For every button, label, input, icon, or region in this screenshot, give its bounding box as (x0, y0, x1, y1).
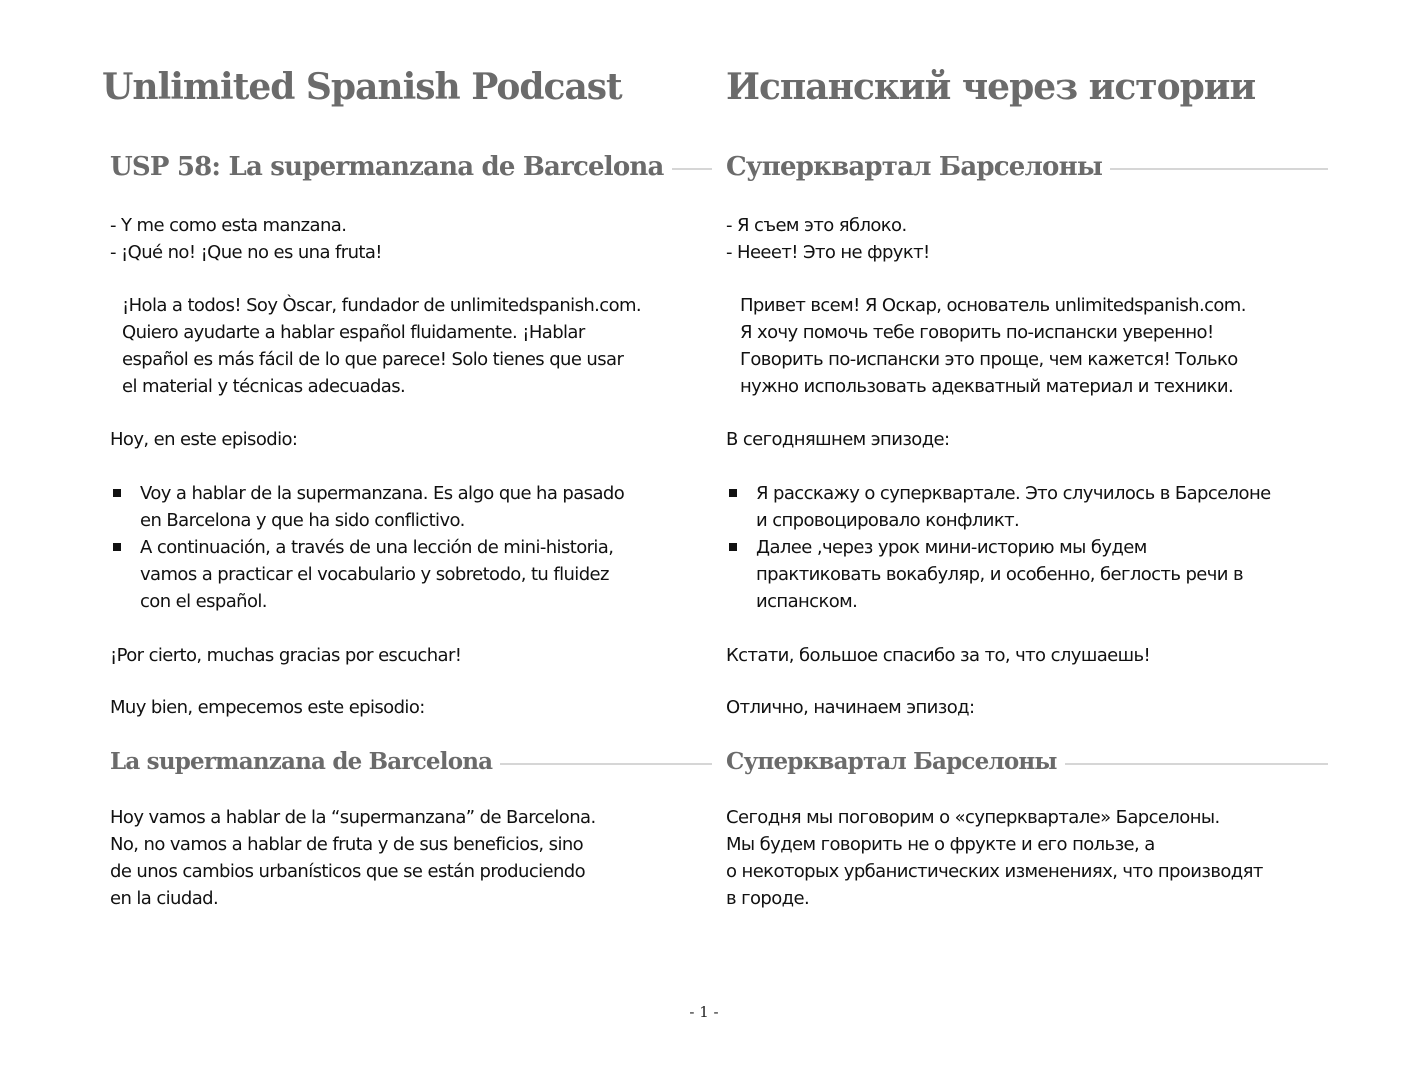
russian-title: Испанский через истории (726, 66, 1256, 108)
spanish-bullet-list (110, 480, 624, 615)
square-bullet-icon (113, 489, 121, 497)
intro-line: нужно использовать адекватный материал и техники. (740, 376, 1234, 397)
intro-line: Я хочу помочь тебе говорить по-испански уверенно! (740, 322, 1214, 343)
heading-rule (1110, 168, 1328, 170)
story-line: Сегодня мы поговорим о «суперквартале» Барселоны. (726, 807, 1220, 828)
intro-line: el material y técnicas adecuadas. (122, 376, 406, 397)
bullet-line: con el español. (140, 591, 267, 612)
intro-line: Привет всем! Я Оскар, основатель unlimitedspanish.com. (740, 295, 1246, 316)
spanish-today: Hoy, en este episodio: (110, 429, 298, 450)
russian-column (726, 0, 1328, 1088)
spanish-column (102, 0, 712, 1088)
spanish-story (110, 804, 596, 912)
square-bullet-icon (729, 489, 737, 497)
russian-thanks: Кстати, большое спасибо за то, что слушаешь! (726, 645, 1151, 666)
dialog-line: - ¡Qué no! ¡Que no es una fruta! (110, 242, 382, 263)
spanish-start: Muy bien, empecemos este episodio: (110, 697, 425, 718)
story-line: о некоторых урбанистических изменениях, что производят (726, 861, 1263, 882)
story-line: в городе. (726, 888, 810, 909)
intro-line: Говорить по-испански это проще, чем кажется! Только (740, 349, 1238, 370)
russian-dialog (726, 212, 930, 266)
bullet-line: A continuación, a través de una lección de mini-historia, (140, 537, 614, 558)
spanish-story-heading-text: La supermanzana de Barcelona (110, 748, 493, 775)
intro-line: español es más fácil de lo que parece! Solo tienes que usar (122, 349, 624, 370)
bullet-item (726, 480, 1271, 534)
dialog-line: - Y me como esta manzana. (110, 215, 347, 236)
bullet-item (726, 534, 1271, 615)
story-line: en la ciudad. (110, 888, 219, 909)
page-number: - 1 - (689, 1003, 719, 1021)
bullet-item (110, 534, 624, 615)
dialog-line: - Я съем это яблоко. (726, 215, 907, 236)
story-line: Мы будем говорить не о фрукте и его пользе, а (726, 834, 1155, 855)
bullet-line: en Barcelona y que ha sido conflictivo. (140, 510, 465, 531)
bullet-line: практиковать вокабуляр, и особенно, беглость речи в (756, 564, 1244, 585)
square-bullet-icon (729, 543, 737, 551)
russian-episode-heading-text: Суперквартал Барселоны (726, 152, 1103, 182)
intro-line: ¡Hola a todos! Soy Òscar, fundador de unlimitedspanish.com. (122, 295, 642, 316)
spanish-thanks: ¡Por cierto, muchas gracias por escuchar! (110, 645, 462, 666)
spanish-episode-heading-text: USP 58: La supermanzana de Barcelona (110, 152, 664, 182)
story-line: Hoy vamos a hablar de la “supermanzana” de Barcelona. (110, 807, 596, 828)
bullet-line: испанском. (756, 591, 858, 612)
dialog-line: - Нееет! Это не фрукт! (726, 242, 930, 263)
heading-rule (500, 763, 712, 765)
russian-story-heading-text: Суперквартал Барселоны (726, 748, 1057, 775)
intro-line: Quiero ayudarte a hablar español fluidamente. ¡Hablar (122, 322, 585, 343)
russian-story (726, 804, 1263, 912)
russian-today: В сегодняшнем эпизоде: (726, 429, 950, 450)
russian-bullet-list (726, 480, 1271, 615)
story-line: No, no vamos a hablar de fruta y de sus beneficios, sino (110, 834, 584, 855)
bullet-line: Voy a hablar de la supermanzana. Es algo que ha pasado (140, 483, 625, 504)
spanish-story-heading (110, 748, 712, 775)
bullet-line: и спровоцировало конфликт. (756, 510, 1020, 531)
russian-story-heading (726, 748, 1328, 775)
spanish-intro (122, 292, 641, 400)
spanish-dialog (110, 212, 382, 266)
russian-episode-heading (726, 152, 1328, 182)
square-bullet-icon (113, 543, 121, 551)
heading-rule (1065, 763, 1328, 765)
russian-start: Отлично, начинаем эпизод: (726, 697, 975, 718)
spanish-title: Unlimited Spanish Podcast (102, 66, 622, 108)
bullet-item (110, 480, 624, 534)
russian-intro (740, 292, 1246, 400)
heading-rule (672, 168, 712, 170)
bullet-line: vamos a practicar el vocabulario y sobretodo, tu fluidez (140, 564, 609, 585)
bullet-line: Далее ,через урок мини-историю мы будем (756, 537, 1147, 558)
bullet-line: Я расскажу о суперквартале. Это случилось в Барселоне (756, 483, 1271, 504)
story-line: de unos cambios urbanísticos que se están produciendo (110, 861, 586, 882)
spanish-episode-heading (110, 152, 712, 182)
